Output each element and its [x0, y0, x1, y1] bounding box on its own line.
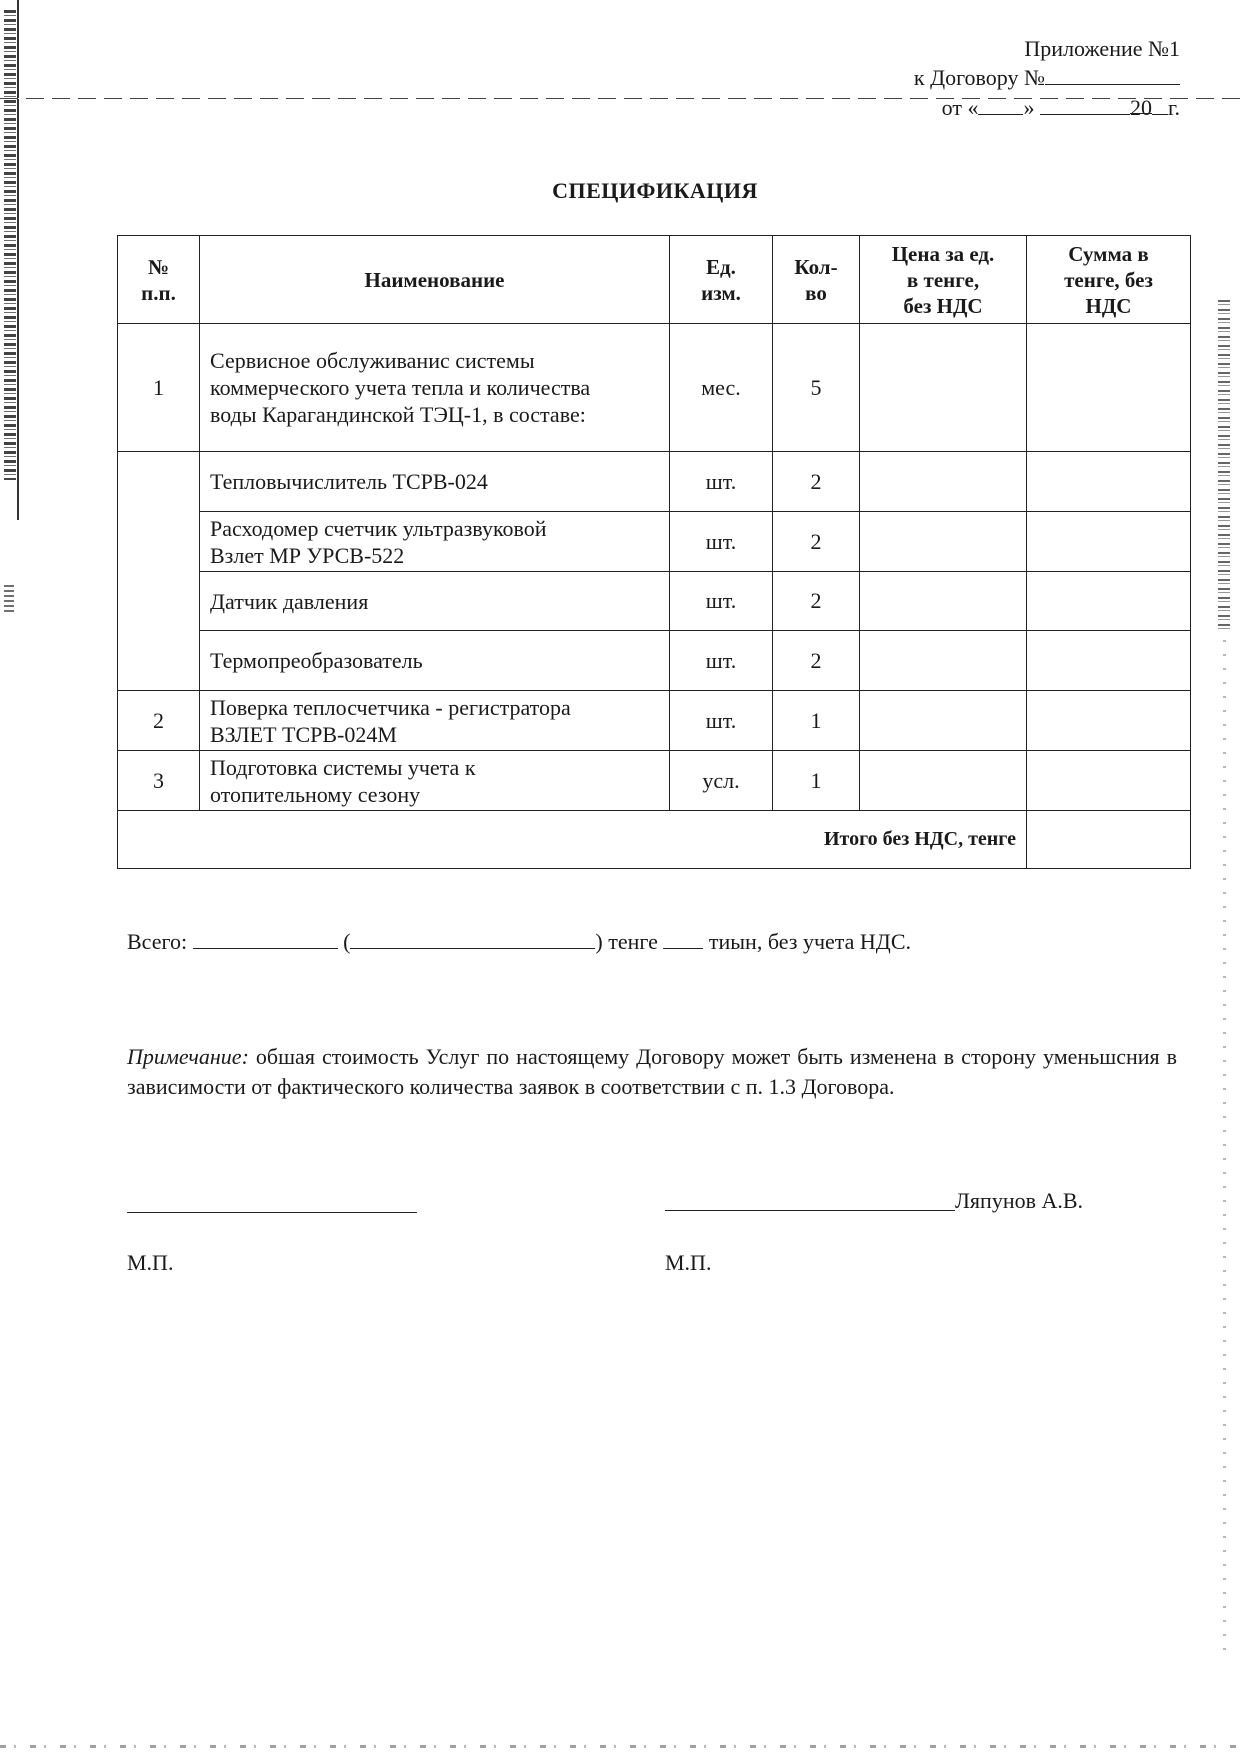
row-price	[860, 631, 1027, 691]
date-suffix: г.	[1167, 95, 1180, 120]
row-qty: 5	[773, 324, 860, 452]
tiyn-blank	[663, 930, 703, 949]
row-price	[860, 691, 1027, 751]
row-qty: 1	[773, 751, 860, 811]
table-row	[118, 751, 1191, 811]
scan-artifact-left-edge	[17, 0, 19, 520]
row-name: Подготовка системы учета к отопительному сезону	[200, 751, 670, 811]
header-name: Наименование	[200, 236, 670, 324]
row-unit: мес.	[670, 324, 773, 452]
date-day-blank	[978, 96, 1023, 115]
row-sum	[1027, 631, 1191, 691]
row-name: Тепловычислитель ТСРВ-024	[200, 452, 670, 512]
row-qty: 2	[773, 512, 860, 572]
row-price	[860, 452, 1027, 512]
total-suffix: тиын, без учета НДС.	[708, 929, 911, 954]
scan-artifact-bottom	[0, 1745, 1240, 1748]
row-num: 1	[118, 324, 200, 452]
left-signature-line	[127, 1212, 417, 1213]
total-prefix: Всего:	[127, 929, 188, 954]
row-qty: 2	[773, 572, 860, 631]
row-num: 3	[118, 751, 200, 811]
total-label: Итого без НДС, тенге	[118, 811, 1027, 869]
note-label: Примечание:	[127, 1044, 249, 1069]
scan-artifact-right-dashes	[1223, 640, 1226, 1660]
header-num: № п.п.	[118, 236, 200, 324]
row-name: Поверка теплосчетчика - регистратора ВЗЛЕТ ТСРВ-024М	[200, 691, 670, 751]
scan-artifact-left	[4, 10, 16, 480]
row-sum	[1027, 512, 1191, 572]
row-unit: усл.	[670, 751, 773, 811]
row-name: Сервисное обслуживанис системы коммерческого учета тепла и количества воды Карагандинской ТЭЦ-1, в составе:	[200, 324, 670, 452]
date-year-blank	[1152, 96, 1168, 115]
row-name: Термопреобразователь	[200, 631, 670, 691]
table-row	[118, 572, 1191, 631]
row-num: 2	[118, 691, 200, 751]
row-unit: шт.	[670, 452, 773, 512]
row-sum	[1027, 572, 1191, 631]
row-price	[860, 512, 1027, 572]
header-sum: Сумма в тенге, без НДС	[1027, 236, 1191, 324]
total-open-paren: (	[343, 929, 351, 954]
row-num-empty	[118, 452, 200, 691]
date-year: 20	[1129, 95, 1152, 120]
row-sum	[1027, 691, 1191, 751]
row-sum	[1027, 324, 1191, 452]
header-price: Цена за ед. в тенге, без НДС	[860, 236, 1027, 324]
row-price	[860, 324, 1027, 452]
header-qty: Кол- во	[773, 236, 860, 324]
note-text: обшая стоимость Услуг по настоящему Договору может быть изменена в сторону уменьшсния в зависимости от фактического количества заявок в соответствии с п. 1.3 Договора.	[127, 1044, 1178, 1099]
left-stamp-label: М.П.	[127, 1250, 174, 1275]
row-unit: шт.	[670, 572, 773, 631]
scan-artifact-right	[1218, 300, 1230, 630]
table-row	[118, 691, 1191, 751]
contract-date-line	[942, 95, 1180, 121]
row-qty: 2	[773, 631, 860, 691]
table-header-row	[118, 236, 1191, 324]
table-row	[118, 324, 1191, 452]
row-qty: 1	[773, 691, 860, 751]
right-signature-line	[665, 1210, 955, 1211]
date-mid: »	[1023, 95, 1035, 120]
total-mid: ) тенге	[595, 929, 658, 954]
date-prefix: от «	[941, 95, 979, 120]
row-sum	[1027, 751, 1191, 811]
total-amount-blank	[193, 930, 338, 949]
total-words-blank	[350, 930, 595, 949]
right-signatory-name: Ляпунов А.В.	[955, 1188, 1084, 1213]
row-price	[860, 751, 1027, 811]
row-unit: шт.	[670, 691, 773, 751]
date-month-blank	[1040, 96, 1130, 115]
row-price	[860, 572, 1027, 631]
table-row	[118, 452, 1191, 512]
table-row	[118, 512, 1191, 572]
total-sum	[1027, 811, 1191, 869]
row-name: Расходомер счетчик ультразвуковой Взлет МР УРСВ-522	[200, 512, 670, 572]
right-stamp-label: М.П.	[665, 1250, 712, 1275]
scan-artifact-left-lower	[4, 585, 14, 615]
row-unit: шт.	[670, 631, 773, 691]
table-total-row	[118, 811, 1191, 869]
contract-number-blank	[1045, 66, 1180, 85]
document-title: СПЕЦИФИКАЦИЯ	[552, 178, 758, 203]
row-unit: шт.	[670, 512, 773, 572]
row-sum	[1027, 452, 1191, 512]
total-amount-line	[127, 929, 911, 955]
row-qty: 2	[773, 452, 860, 512]
contract-number-line	[914, 65, 1180, 91]
row-name: Датчик давления	[200, 572, 670, 631]
appendix-label: Приложение №1	[1024, 36, 1180, 61]
contract-prefix: к Договору №	[913, 65, 1045, 90]
specification-table	[117, 235, 1191, 869]
header-unit: Ед. изм.	[670, 236, 773, 324]
table-row	[118, 631, 1191, 691]
note-paragraph	[127, 1042, 1177, 1102]
